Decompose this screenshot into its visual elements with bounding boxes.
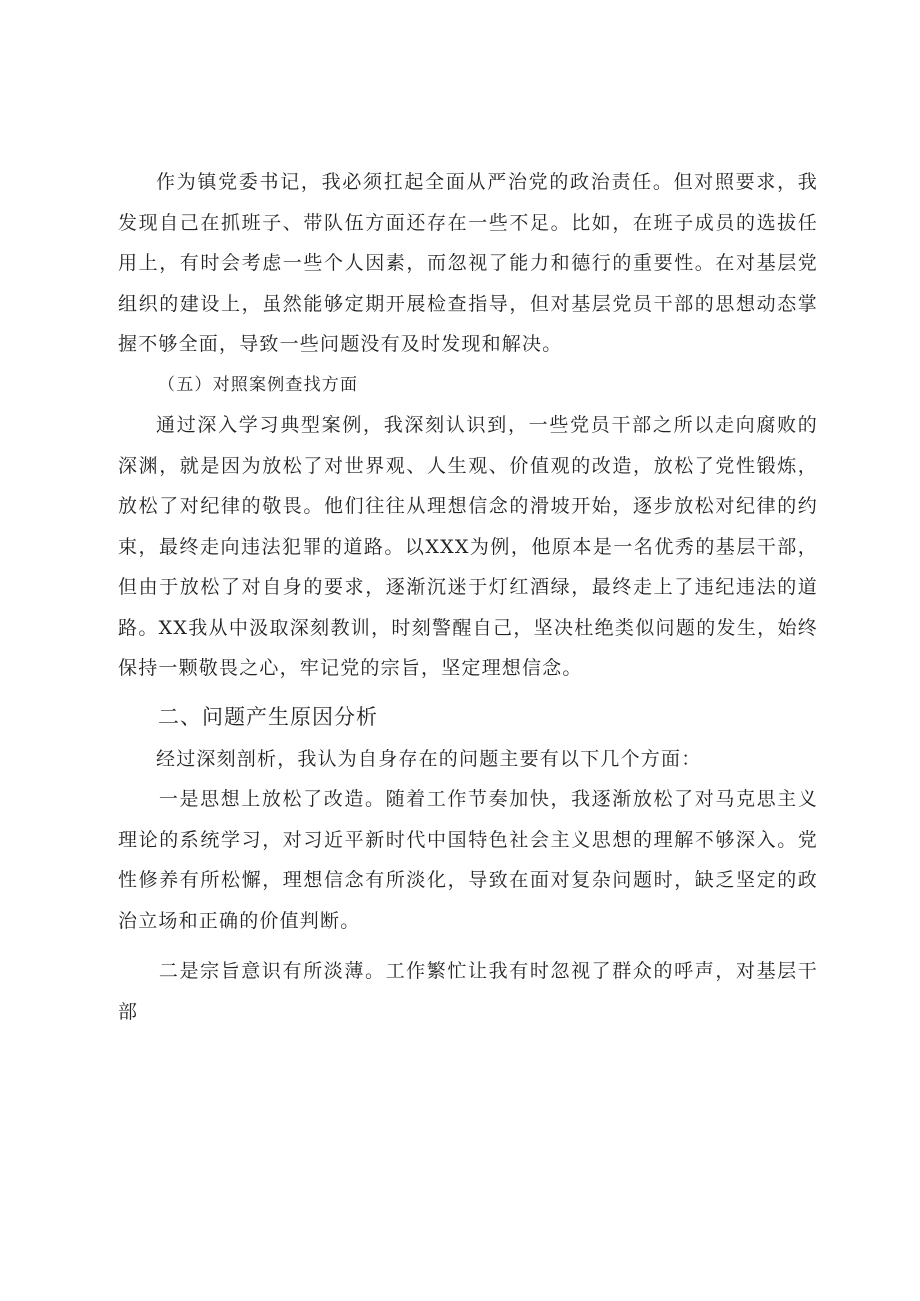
section-heading-cause-analysis: 二、问题产生原因分析 — [158, 704, 378, 729]
subheading-case-comparison: （五）对照案例查找方面 — [158, 374, 359, 395]
paragraph-party-secretary-responsibility: 作为镇党委书记，我必须扛起全面从严治党的政治责任。但对照要求，我发现自己在抓班子、带队伍方面还存在一些不足。比如，在班子成员的选拔任用上，有时会考虑一些个人因素，而忽视了能力和德行的重要性。在对基层党组织的建设上，虽然能够定期开展检查指导，但对基层党员干部的思想动态掌握不够全面，导致一些问题没有及时发现和解决。 — [118, 171, 818, 355]
paragraph-analysis-intro: 经过深刻剖析，我认为自身存在的问题主要有以下几个方面： — [156, 747, 702, 770]
paragraph-spacer — [118, 941, 818, 951]
document-body — [118, 162, 818, 1032]
paragraph-case-study: 通过深入学习典型案例，我深刻认识到，一些党员干部之所以走向腐败的深渊，就是因为放松了对世界观、人生观、价值观的改造，放松了党性锻炼，放松了对纪律的敬畏。他们往往从理想信念的滑坡开始，逐步放松对纪律的约束，最终走向违法犯罪的道路。以XXX为例，他原本是一名优秀的基层干部，但由于放松了对自身的要求，逐渐沉迷于灯红酒绿，最终走上了违纪违法的道路。XX我从中汲取深刻教训，时刻警醒自己，坚决杜绝类似问题的发生，始终保持一颗敬畏之心，牢记党的宗旨，坚定理想信念。 — [118, 414, 818, 679]
paragraph-purpose-awareness: 二是宗旨意识有所淡薄。工作繁忙让我有时忽视了群众的呼声，对基层干部 — [118, 960, 818, 1023]
paragraph-ideology-relaxed: 一是思想上放松了改造。随着工作节奏加快，我逐渐放松了对马克思主义理论的系统学习，对习近平新时代中国特色社会主义思想的理解不够深入。党性修养有所松懈，理想信念有所淡化，导致在面对复杂问题时，缺乏坚定的政治立场和正确的价值判断。 — [118, 788, 818, 932]
